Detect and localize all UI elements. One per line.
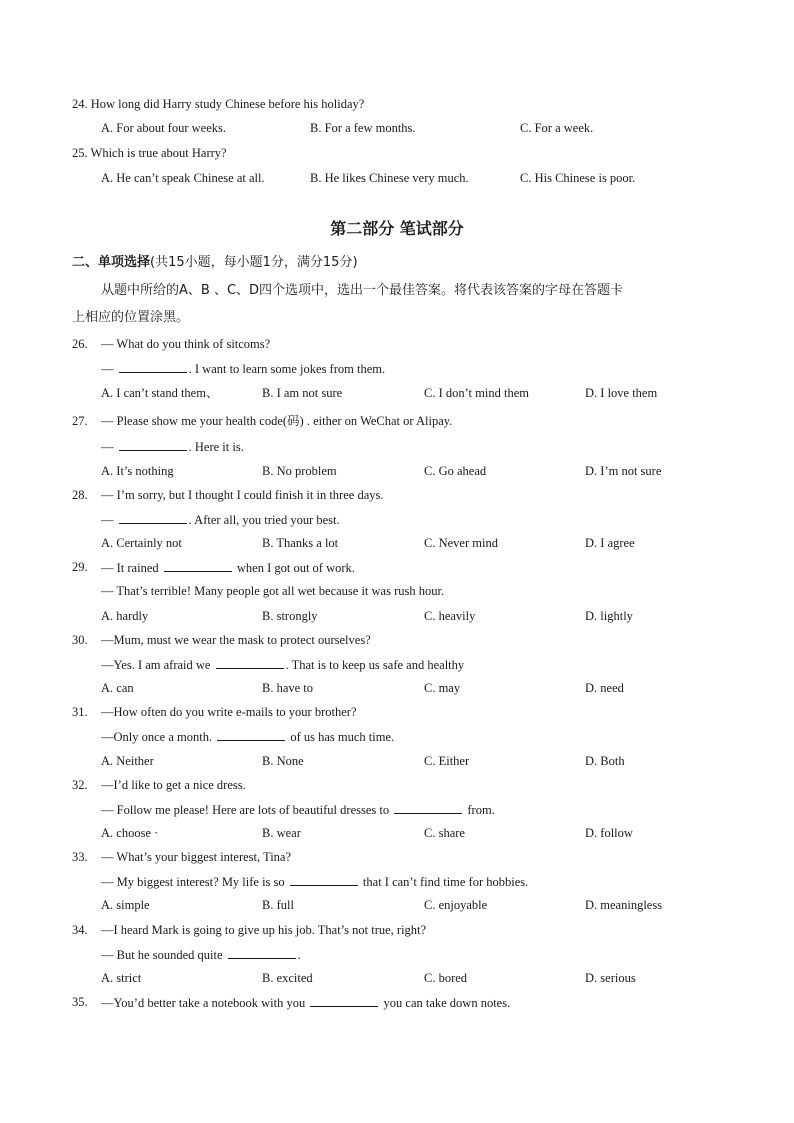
option-d: D. need <box>585 681 624 695</box>
question-line-1 <box>101 994 510 1011</box>
answer-blank <box>394 801 462 814</box>
line-text: that I can’t find time for hobbies. <box>359 875 529 889</box>
option-a: A. It’s nothing <box>101 464 174 478</box>
question-line-2 <box>101 360 385 377</box>
option-d: D. serious <box>585 971 636 985</box>
part-heading-label: 二、单项选择 <box>72 255 151 270</box>
option-a: A. For about four weeks. <box>101 121 226 135</box>
option-c: C. heavily <box>424 609 476 623</box>
question-line-1: — Please show me your health code(码) . either on WeChat or Alipay. <box>101 414 453 428</box>
option-b: B. He likes Chinese very much. <box>310 171 469 185</box>
question-number: 31. <box>72 705 88 719</box>
answer-blank <box>217 728 285 741</box>
option-d: D. I’m not sure <box>585 464 662 478</box>
question-line-2 <box>101 801 495 818</box>
option-c: C. I don’t mind them <box>424 386 529 400</box>
instructions-line-1: 从题中所给的A、B 、C、D四个选项中，选出一个最佳答案。将代表该答案的字母在答题卡 <box>101 283 624 298</box>
line-text: — Follow me please! Here are lots of beautiful dresses to <box>101 803 393 817</box>
option-a: A. He can’t speak Chinese at all. <box>101 171 265 185</box>
line-text: from. <box>464 803 495 817</box>
question-number: 24. <box>72 97 88 111</box>
line-text: you can take down notes. <box>380 996 511 1010</box>
answer-blank <box>119 511 187 524</box>
question-line-1 <box>101 559 355 576</box>
option-b: B. full <box>262 898 294 912</box>
line-text: — <box>101 513 117 527</box>
question-line-2 <box>101 656 464 673</box>
question-line-1: —How often do you write e-mails to your brother? <box>101 705 357 719</box>
answer-blank <box>119 438 187 451</box>
line-text: of us has much time. <box>287 730 395 744</box>
answer-blank <box>310 994 378 1007</box>
question-line-2 <box>101 438 244 455</box>
option-d: D. I love them <box>585 386 658 400</box>
option-c: C. Never mind <box>424 536 498 550</box>
line-text: — It rained <box>101 561 162 575</box>
question-line-2: — That’s terrible! Many people got all wet because it was rush hour. <box>101 584 445 598</box>
question-stem: How long did Harry study Chinese before his holiday? <box>90 97 365 111</box>
option-b: B. have to <box>262 681 314 695</box>
question-line-2 <box>101 873 528 890</box>
line-text: . Here it is. <box>188 440 244 454</box>
option-c: C. Go ahead <box>424 464 487 478</box>
option-d: D. meaningless <box>585 898 663 912</box>
question-24 <box>72 96 364 112</box>
part-heading <box>72 254 358 272</box>
instructions-line-2: 上相应的位置涂黑。 <box>72 310 190 325</box>
line-text: when I got out of work. <box>233 561 355 575</box>
option-c: C. bored <box>424 971 468 985</box>
option-b: B. No problem <box>262 464 337 478</box>
option-a: A. Certainly not <box>101 536 182 550</box>
question-line-1: — What’s your biggest interest, Tina? <box>101 850 292 864</box>
option-c: C. His Chinese is poor. <box>520 171 636 185</box>
line-text: — <box>101 440 117 454</box>
question-line-2 <box>101 728 394 745</box>
option-a: A. can <box>101 681 134 695</box>
line-text: . That is to keep us safe and healthy <box>285 658 465 672</box>
option-c: C. For a week. <box>520 121 594 135</box>
option-b: B. excited <box>262 971 313 985</box>
line-text: — <box>101 362 117 376</box>
option-d: D. follow <box>585 826 633 840</box>
question-number: 34. <box>72 923 88 937</box>
option-a: A. strict <box>101 971 142 985</box>
answer-blank <box>119 360 187 373</box>
answer-blank <box>216 656 284 669</box>
option-b: B. For a few months. <box>310 121 416 135</box>
option-a: A. choose · <box>101 826 159 840</box>
question-line-1: —I’d like to get a nice dress. <box>101 778 246 792</box>
line-text: — My biggest interest? My life is so <box>101 875 288 889</box>
option-b: B. Thanks a lot <box>262 536 339 550</box>
line-text: . After all, you tried your best. <box>188 513 340 527</box>
option-b: B. None <box>262 754 304 768</box>
line-text: —Only once a month. <box>101 730 216 744</box>
option-d: D. Both <box>585 754 625 768</box>
question-line-1: —I heard Mark is going to give up his job. That’s not true, right? <box>101 923 427 937</box>
option-c: C. enjoyable <box>424 898 488 912</box>
question-line-1: —Mum, must we wear the mask to protect ourselves? <box>101 633 371 647</box>
option-a: A. Neither <box>101 754 154 768</box>
question-number: 30. <box>72 633 88 647</box>
option-d: D. lightly <box>585 609 633 623</box>
answer-blank <box>290 873 358 886</box>
question-stem: Which is true about Harry? <box>90 146 227 160</box>
part-heading-info: (共15小题，每小题1分，满分15分) <box>150 255 358 270</box>
option-b: B. strongly <box>262 609 318 623</box>
option-c: C. may <box>424 681 461 695</box>
question-number: 26. <box>72 337 88 351</box>
section-title: 第二部分 笔试部分 <box>330 219 464 238</box>
line-text: —Yes. I am afraid we <box>101 658 214 672</box>
question-line-2 <box>101 946 301 963</box>
question-number: 28. <box>72 488 88 502</box>
option-a: A. I can’t stand them、 <box>101 386 219 400</box>
option-c: C. share <box>424 826 465 840</box>
question-number: 29. <box>72 560 88 574</box>
question-line-2 <box>101 511 340 528</box>
question-number: 32. <box>72 778 88 792</box>
question-number: 33. <box>72 850 88 864</box>
question-number: 27. <box>72 414 88 428</box>
option-c: C. Either <box>424 754 470 768</box>
answer-blank <box>164 559 232 572</box>
question-25 <box>72 145 227 161</box>
option-a: A. simple <box>101 898 150 912</box>
option-b: B. I am not sure <box>262 386 343 400</box>
option-a: A. hardly <box>101 609 149 623</box>
line-text: —You’d better take a notebook with you <box>101 996 309 1010</box>
answer-blank <box>228 946 296 959</box>
line-text: — But he sounded quite <box>101 948 226 962</box>
option-d: D. I agree <box>585 536 635 550</box>
question-number: 25. <box>72 146 88 160</box>
question-line-1: — What do you think of sitcoms? <box>101 337 271 351</box>
question-number: 35. <box>72 995 88 1009</box>
line-text: . I want to learn some jokes from them. <box>188 362 386 376</box>
line-text: . <box>297 948 301 962</box>
question-line-1: — I’m sorry, but I thought I could finish it in three days. <box>101 488 384 502</box>
option-b: B. wear <box>262 826 301 840</box>
